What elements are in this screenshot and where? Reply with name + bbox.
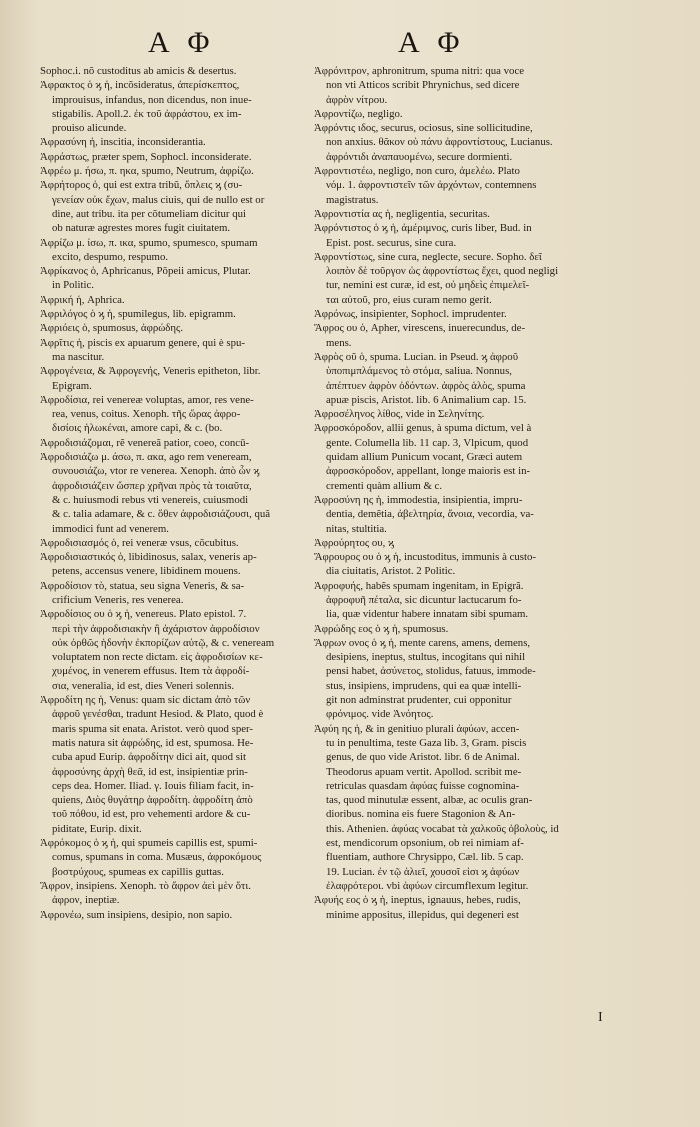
running-head-right: Α Φ bbox=[398, 26, 466, 59]
running-head bbox=[0, 26, 700, 66]
right-column bbox=[314, 64, 572, 922]
text-line: excito, despumo, respumo. bbox=[52, 250, 169, 263]
text-line: σια, veneralia, id est, dies Veneri solennis. bbox=[52, 679, 235, 692]
text-line: stigabilis. Apoll.2. ἐκ τοῦ ἀφράστου, ex im- bbox=[52, 107, 242, 120]
text-line: συνουσιάζω, vtor re venerea. Xenoph. ἀπὸ ὧν ϗ bbox=[52, 465, 260, 478]
text-line: in Politic. bbox=[52, 279, 94, 292]
text-line: Ἀφροδίτη ης ἡ, Venus: quam sic dictam ἀπὸ τῶν bbox=[40, 694, 251, 707]
text-line: Ἀφρική ἡ, Aphrica. bbox=[40, 293, 125, 306]
text-line: Ἄφρουρος ου ὁ ϗ ἡ, incustoditus, immunis à custo- bbox=[314, 551, 536, 564]
text-line: Ἀφρίκανος ὁ, Aphricanus, Põpeii amicus, Plutar. bbox=[40, 265, 251, 278]
text-line: Ἀφρὸς οῦ ὁ, spuma. Lucian. in Pseud. ϗ ἀφροῦ bbox=[314, 350, 519, 363]
text-line: Ἀφροδίσια, rei venereæ voluptas, amor, res vene- bbox=[40, 393, 254, 406]
text-line: dentia, demẽtia, ἀβελτηρία, ἄνοια, vecordia, va- bbox=[326, 508, 534, 521]
text-line: Ἀφροντιστέω, negligo, non curo, ἀμελέω. Plato bbox=[314, 165, 520, 178]
text-line: comus, spumans in coma. Musæus, ἀφροκόμους bbox=[52, 851, 262, 864]
text-line: this. Athenien. ἀφύας vocabat τὰ χαλκοῦς ὀβολοὺς, id bbox=[326, 822, 559, 835]
text-line: ceps dea. Homer. Iliad. γ. Iouis filiam facit, in- bbox=[52, 779, 254, 792]
text-line: Ἀφροδίσιον τὸ, statua, seu signa Veneris, & sa- bbox=[40, 579, 245, 592]
text-line: magistratus. bbox=[326, 193, 379, 206]
text-line: voluptatem non recte dictam. εἰς ἀφροδισίων κε- bbox=[52, 651, 263, 664]
text-line: genus, de quo vide Aristot. libr. 6 de Animal. bbox=[326, 751, 520, 764]
text-line: quiens, Διὸς θυγάτηρ ἀφροδίτη. ἀφροδίτη ἀπὸ bbox=[52, 794, 253, 807]
text-line: non anxius. θᾶκον οὐ πάνυ ἀφροντίστους, Lucianus. bbox=[326, 136, 553, 149]
text-line: dioribus. nomina eis fuere Stagonion & An- bbox=[326, 808, 516, 821]
text-line: non vti Atticos scribit Phrynichus, sed dicere bbox=[326, 79, 520, 92]
text-line: ὑποπιμπλάμενος τὸ στόμα, saliua. Nonnus, bbox=[326, 365, 512, 378]
text-line: ται αὐτοῦ, pro, eius curam nemo gerit. bbox=[326, 293, 492, 306]
text-line: Sophoc.i. nõ custoditus ab amicis & desertus. bbox=[40, 65, 237, 77]
text-line: ἀφροῦ γενέσθαι, tradunt Hesiod. & Plato, quod è bbox=[52, 708, 264, 721]
text-line: φρόνιμος. vide Ἀνόητος. bbox=[326, 708, 434, 721]
text-line: petens, accensus venere, libidinem mouens. bbox=[52, 565, 241, 578]
text-line: minime appositus, illepidus, qui degeneri est bbox=[326, 908, 519, 921]
text-line: crificium Veneris, res venerea. bbox=[52, 593, 184, 606]
text-line: ἀφροδισιάζειν ὥσπερ χρῆναι πρὸς τὰ τοιαῦτα, bbox=[52, 479, 252, 492]
text-line: nitas, stultitia. bbox=[326, 522, 387, 535]
text-line: οὐκ ὀρθῶς ἡδονὴν ἐκπορίζων αὐτῷ, & c. veneream bbox=[52, 636, 275, 649]
text-line: Ἄφρος ου ὁ, Apher, virescens, inuerecundus, de- bbox=[314, 322, 526, 335]
text-line: stus, insipiens, imprudens, qui ea quæ intelli- bbox=[326, 679, 522, 692]
text-line: immodici funt ad venerem. bbox=[52, 522, 169, 535]
text-line: Ἀφροδισιασμός ὁ, rei veneræ vsus, cõcubitus. bbox=[40, 536, 239, 549]
text-line: Ἀφρώδης εος ὁ ϗ ἡ, spumosus. bbox=[314, 622, 449, 635]
text-line: Ἀφρῖτις ἡ, piscis ex apuarum genere, qui è spu- bbox=[40, 336, 245, 349]
text-line: Ἀφρόντις ιδος, securus, ociosus, sine sollicitudine, bbox=[314, 122, 533, 135]
text-line: ἀφρόντιδι ἀναπαυομένω, secure dormienti. bbox=[326, 150, 513, 163]
text-line: fluentiam, authore Chrysippo, Cæl. lib. 5 cap. bbox=[326, 851, 524, 864]
text-line: dia ciuitatis, Aristot. 2 Politic. bbox=[326, 565, 456, 578]
text-line: mens. bbox=[326, 336, 352, 349]
text-line: Ἀφροσύνη ης ἡ, immodestia, insipientia, impru- bbox=[314, 493, 523, 506]
text-line: Ἀφροντίζω, negligo. bbox=[314, 107, 403, 120]
text-line: Ἀφρονέω, sum insipiens, desipio, non sapio. bbox=[40, 908, 233, 921]
text-line: Ἀφροδισιαστικός ὁ, libidinosus, salax, veneris ap- bbox=[40, 551, 257, 564]
text-line: Ἀφρογένεια, & Ἀφρογενής, Veneris epitheton, libr. bbox=[40, 365, 261, 378]
text-line: lia, quæ videntur habere innatam sibi spumam. bbox=[326, 608, 529, 621]
text-line: Ἀφρούρητος ου, ϗ bbox=[314, 536, 395, 549]
text-line: Ἀφρέω μ. ήσω, π. ηκα, spumo, Neutrum, ἀφρίζω. bbox=[40, 165, 254, 178]
text-line: maris spuma sit enata. Aristot. verò quod sper- bbox=[52, 722, 253, 735]
text-line: Ἀφροφυής, habẽs spumam ingenitam, in Epigrã. bbox=[314, 579, 524, 592]
text-line: tur, nemini est curæ, id est, οὐ μηδεὶς ἐπιμελεῖ- bbox=[326, 279, 530, 292]
text-line: improuisus, infandus, non dicendus, non inue- bbox=[52, 93, 252, 106]
text-line: Ἀφροσκόροδον, allii genus, à spuma dictum, vel à bbox=[314, 422, 532, 435]
text-line: crementi quàm allium & c. bbox=[326, 479, 443, 492]
text-line: 19. Lucian. ἐν τῷ ἁλιεῖ, χουσοῖ εἰσι ϗ ἀφύων bbox=[326, 865, 520, 878]
running-head-left: Α Φ bbox=[148, 26, 216, 59]
text-line: ἐλαφρότεροι. vbi ἀφύων circumflexum legitur. bbox=[326, 879, 529, 892]
text-line: Ἀφρόκομος ὁ ϗ ἡ, qui spumeis capillis est, spumi- bbox=[40, 837, 258, 850]
text-line: δισίοις ἡλωκέναι, amore capi, & c. (bo. bbox=[52, 422, 223, 435]
text-line: prouiso alicunde. bbox=[52, 122, 127, 135]
text-line: piditate, Eurip. dixit. bbox=[52, 822, 142, 835]
text-line: Ἀφροδισιάζω μ. άσω, π. ακα, ago rem veneream, bbox=[40, 451, 252, 464]
text-line: Ἀφράστως, præter spem, Sophocl. inconsiderate. bbox=[40, 150, 252, 163]
text-line: Ἀφροντίστως, sine cura, neglecte, secure. Sopho. δεῖ bbox=[314, 250, 542, 263]
text-line: dine, aut tribu. ita per cõtumeliam dicitur qui bbox=[52, 207, 246, 220]
text-line: ἀφροφυῆ πέταλα, sic dicuntur lactucarum fo- bbox=[326, 593, 522, 606]
text-line: est, mendicorum opsonium, ob rei nimiam af- bbox=[326, 837, 524, 850]
text-line: & c. huiusmodi rebus vti venereis, cuiusmodi bbox=[52, 493, 249, 506]
text-line: Ἀφρήτορος ὁ, qui est extra tribũ, ὅπλεις ϗ (συ- bbox=[40, 179, 243, 192]
text-line: Ἄφρον, insipiens. Xenoph. τὸ ἄφρον ἀεὶ μὲν ὅτι. bbox=[40, 879, 251, 892]
text-line: Epist. post. securus, sine cura. bbox=[326, 236, 457, 249]
text-line: Ἀφρίζω μ. ίσω, π. ικα, spumo, spumesco, spumam bbox=[40, 236, 258, 249]
text-line: tas, quod minutulæ essent, albæ, ac oculis gran- bbox=[326, 794, 533, 807]
text-line: Ἀφροδισιάζομαι, rẽ venereã patior, coeo, concū- bbox=[40, 436, 250, 449]
text-line: λοιπὸν δὲ τοῦργον ὡς ἀφροντίστως ἔχει, quod negligi bbox=[326, 265, 559, 278]
text-line: git non adminstrat prudenter, cui opponitur bbox=[326, 694, 512, 707]
text-line: quidam allium Punicum vocant, Græci autem bbox=[326, 451, 523, 464]
text-line: γενείαν οὐκ ἔχων, malus ciuis, qui de nullo est or bbox=[52, 193, 265, 206]
text-line: Theodorus apuam vertit. Apollod. scribit me- bbox=[326, 765, 522, 778]
text-line: retriculas quasdam ἀφύας fuisse cognomina- bbox=[326, 779, 520, 792]
text-line: νόμ. 1. ἀφροντιστεῖν τῶν ἀρχόντων, contemnens bbox=[326, 179, 537, 192]
signature-mark: I bbox=[598, 1010, 603, 1025]
text-line: pensi habet, ἀσύνετος, stolidus, fatuus, immode- bbox=[326, 665, 536, 678]
text-line: χυμένος, in venerem effusus. Item τὰ ἀφροδί- bbox=[52, 665, 250, 678]
text-line: ἀφρὸν νίτρου. bbox=[326, 93, 388, 106]
left-column bbox=[40, 64, 298, 922]
text-line: περὶ τὴν ἀφροδισιακὴν ἢ ἀχάριστον ἀφροδίσιον bbox=[52, 622, 260, 635]
text-line: gente. Columella lib. 11 cap. 3, Vlpicum, quod bbox=[326, 436, 529, 449]
text-line: Ἀφροσέληνος λίθος, vide in Σεληνίτης. bbox=[314, 408, 485, 421]
text-line: ἀφροσκόροδον, appellant, longe maioris est in- bbox=[326, 465, 531, 478]
text-line: Ἀφριόεις ὁ, spumosus, ἀφρώδης. bbox=[40, 322, 184, 335]
text-line: βοστρύχους, spumeas ex capillis guttas. bbox=[52, 865, 224, 878]
text-line: matis natura sit ἀφρώδης, id est, spumosa. He- bbox=[52, 736, 254, 749]
text-line: Ἀφρασύνη ἡ, inscitia, inconsiderantia. bbox=[40, 136, 206, 149]
text-line: ἀφροσύνης ἀρχὴ θεᾶ, id est, insipientiæ prin- bbox=[52, 765, 248, 778]
text-line: ἀπέπτυεν ἀφρὸν ὀδόντων. ἀφρὸς ἁλὸς, spuma bbox=[326, 379, 526, 392]
text-line: Ἀφρακτος ὁ ϗ ἡ, incõsideratus, ἀπερίσκεπτος, bbox=[40, 79, 240, 92]
text-line: ἀφρον, ineptiæ. bbox=[52, 894, 120, 907]
text-line: Epigram. bbox=[52, 379, 92, 392]
text-line: Ἀφροντιστία ας ἡ, negligentia, securitas. bbox=[314, 207, 490, 220]
text-line: ob naturæ agrestes mores fugit ciuitatem. bbox=[52, 222, 231, 235]
text-line: tu in penultima, teste Gaza lib. 3, Gram. piscis bbox=[326, 736, 527, 749]
text-line: & c. talia adamare, & c. ὅθεν ἀφροδισιάζουσι, quã bbox=[52, 508, 271, 521]
text-line: Ἀφριλόγος ὁ ϗ ἡ, spumilegus, lib. epigramm. bbox=[40, 308, 236, 321]
text-line: apuæ piscis, Aristot. lib. 6 Animalium cap. 15. bbox=[326, 393, 527, 406]
text-line: Ἀφρόνιτρον, aphronitrum, spuma nitri: qua voce bbox=[314, 65, 525, 77]
text-line: Ἀφύη ης ἡ, & in genitiuo plurali ἀφύων, accen- bbox=[314, 722, 520, 735]
text-line: Ἀφρόντιστος ὁ ϗ ἡ, ἀμέριμνος, curis liber, Bud. in bbox=[314, 222, 532, 235]
text-line: Ἀφρόνως, insipienter, Sophocl. imprudenter. bbox=[314, 308, 507, 321]
text-line: Ἀφροδίσιος ου ὁ ϗ ἡ, venereus. Plato epistol. 7. bbox=[40, 608, 247, 621]
text-line: Ἀφυής εος ὁ ϗ ἡ, ineptus, ignauus, hebes, rudis, bbox=[314, 894, 521, 907]
text-line: τοῦ πόθου, id est, pro vehementi ardore & cu- bbox=[52, 808, 251, 821]
text-line: rea, venus, coitus. Xenoph. τῆς ὥρας ἀφρο- bbox=[52, 408, 241, 421]
text-line: desipiens, ineptus, stultus, incogitans qui nihil bbox=[326, 651, 526, 664]
text-line: Ἄφρων ονος ὁ ϗ ἡ, mente carens, amens, demens, bbox=[314, 636, 531, 649]
text-line: cuba apud Eurip. ἀφροδίτην dici ait, quod sit bbox=[52, 751, 246, 764]
text-line: ma nascitur. bbox=[52, 350, 105, 363]
